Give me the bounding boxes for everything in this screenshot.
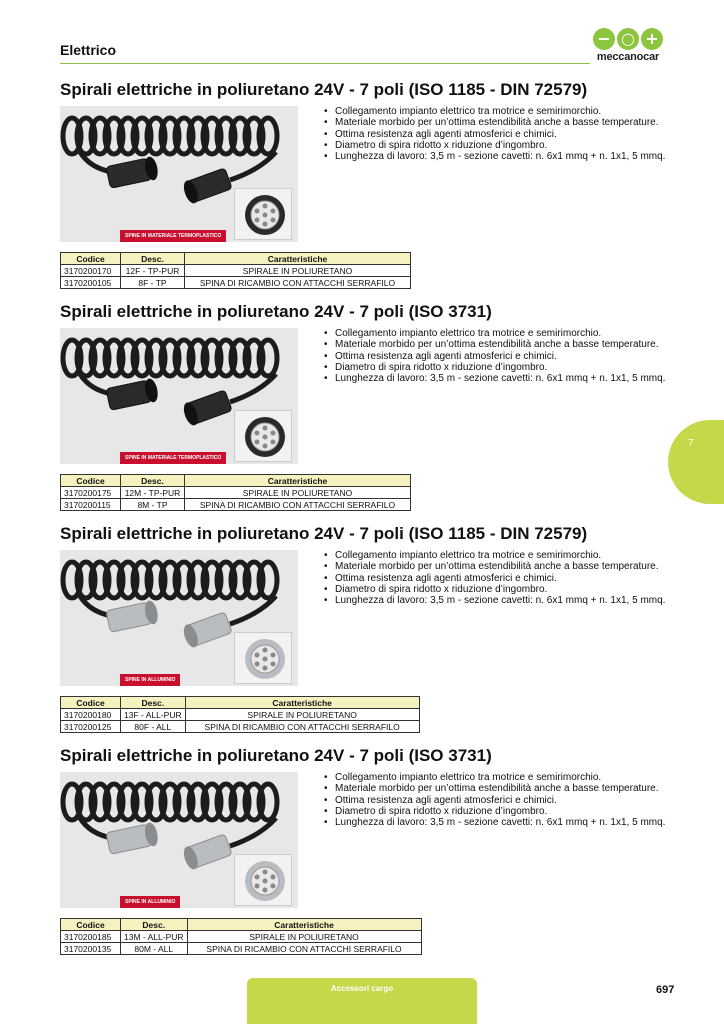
- column-header-code: Codice: [61, 475, 121, 487]
- feature-bullet: • Diametro di spira ridotto x riduzione d’ingombro.: [324, 362, 668, 373]
- table-header-row: [61, 919, 422, 931]
- table-row: [61, 721, 420, 733]
- feature-bullet: • Materiale morbido per un’ottima estendibilità anche a basse temperature.: [324, 339, 668, 350]
- section-title: Spirali elettriche in poliuretano 24V - 7 poli (ISO 3731): [60, 302, 492, 321]
- table-row: [61, 265, 411, 277]
- feature-bullet: • Diametro di spira ridotto x riduzione d’ingombro.: [324, 584, 668, 595]
- product-table: [60, 696, 420, 733]
- column-header-desc: Desc.: [121, 253, 185, 265]
- column-header-code: Codice: [61, 697, 121, 709]
- table-row: [61, 709, 420, 721]
- table-row: [61, 277, 411, 289]
- column-header-code: Codice: [61, 253, 121, 265]
- table-row: [61, 931, 422, 943]
- product-photo: [60, 550, 298, 686]
- product-features: SPIRALE IN POLIURETANO: [187, 931, 421, 943]
- plug-detail-image: [234, 410, 292, 462]
- column-header-desc: Desc.: [121, 919, 188, 931]
- product-section: [60, 524, 670, 734]
- product-desc: 80M - ALL: [121, 943, 188, 955]
- feature-bullet: • Ottima resistenza agli agenti atmosferici e chimici.: [324, 573, 668, 584]
- feature-bullet: • Diametro di spira ridotto x riduzione d’ingombro.: [324, 806, 668, 817]
- chapter-number: 7: [688, 438, 694, 449]
- product-table: [60, 918, 422, 955]
- section-title: Spirali elettriche in poliuretano 24V - 7 poli (ISO 3731): [60, 746, 492, 765]
- feature-bullet: • Ottima resistenza agli agenti atmosferici e chimici.: [324, 129, 668, 140]
- table-header-row: [61, 475, 411, 487]
- column-header-desc: Desc.: [121, 475, 185, 487]
- product-code: 3170200105: [61, 277, 121, 289]
- product-features: SPIRALE IN POLIURETANO: [185, 265, 411, 277]
- table-header-row: [61, 697, 420, 709]
- product-section: [60, 302, 670, 512]
- feature-bullet: • Collegamento impianto elettrico tra motrice e semirimorchio.: [324, 328, 668, 339]
- column-header-features: Caratteristiche: [185, 475, 411, 487]
- feature-bullet: • Collegamento impianto elettrico tra motrice e semirimorchio.: [324, 550, 668, 561]
- material-label: SPINE IN ALLUMINIO: [120, 896, 180, 908]
- product-table: [60, 474, 411, 511]
- header-divider: [60, 63, 590, 64]
- column-header-features: Caratteristiche: [187, 919, 421, 931]
- product-code: 3170200170: [61, 265, 121, 277]
- product-code: 3170200175: [61, 487, 121, 499]
- feature-bullet: • Collegamento impianto elettrico tra motrice e semirimorchio.: [324, 106, 668, 117]
- product-desc: 80F - ALL: [121, 721, 186, 733]
- product-features: SPIRALE IN POLIURETANO: [185, 709, 419, 721]
- product-features: SPINA DI RICAMBIO CON ATTACCHI SERRAFILO: [187, 943, 421, 955]
- product-section: [60, 746, 670, 956]
- feature-bullet: • Materiale morbido per un’ottima estendibilità anche a basse temperature.: [324, 783, 668, 794]
- material-label: SPINE IN ALLUMINIO: [120, 674, 180, 686]
- circle-icon: ○: [617, 28, 639, 50]
- feature-bullet: • Lunghezza di lavoro: 3,5 m - sezione cavetti: n. 6x1 mmq + n. 1x1, 5 mmq.: [324, 373, 668, 384]
- plus-icon: +: [641, 28, 663, 50]
- product-desc: 8M - TP: [121, 499, 185, 511]
- feature-bullet: • Lunghezza di lavoro: 3,5 m - sezione cavetti: n. 6x1 mmq + n. 1x1, 5 mmq.: [324, 817, 668, 828]
- product-features: SPINA DI RICAMBIO CON ATTACCHI SERRAFILO: [185, 721, 419, 733]
- product-table: [60, 252, 411, 289]
- chapter-side-tab[interactable]: [668, 420, 724, 504]
- material-label: SPINE IN MATERIALE TERMOPLASTICO: [120, 452, 226, 464]
- product-photo: [60, 772, 298, 908]
- footer-category-tab[interactable]: [247, 978, 477, 1024]
- feature-list: [324, 550, 668, 606]
- section-title: Spirali elettriche in poliuretano 24V - 7 poli (ISO 1185 - DIN 72579): [60, 524, 588, 543]
- feature-bullet: • Ottima resistenza agli agenti atmosferici e chimici.: [324, 351, 668, 362]
- feature-bullet: • Lunghezza di lavoro: 3,5 m - sezione cavetti: n. 6x1 mmq + n. 1x1, 5 mmq.: [324, 595, 668, 606]
- plug-detail-image: [234, 854, 292, 906]
- product-features: SPIRALE IN POLIURETANO: [185, 487, 411, 499]
- plug-detail-image: [234, 632, 292, 684]
- product-features: SPINA DI RICAMBIO CON ATTACCHI SERRAFILO: [185, 277, 411, 289]
- column-header-features: Caratteristiche: [185, 253, 411, 265]
- feature-bullet: • Materiale morbido per un’ottima estendibilità anche a basse temperature.: [324, 561, 668, 572]
- feature-list: [324, 106, 668, 162]
- logo-wordmark: meccanocar: [596, 51, 660, 63]
- table-header-row: [61, 253, 411, 265]
- column-header-features: Caratteristiche: [185, 697, 419, 709]
- table-row: [61, 943, 422, 955]
- minus-icon: −: [593, 28, 615, 50]
- table-row: [61, 487, 411, 499]
- column-header-desc: Desc.: [121, 697, 186, 709]
- product-photo: [60, 106, 298, 242]
- product-desc: 13F - ALL-PUR: [121, 709, 186, 721]
- feature-list: [324, 772, 668, 828]
- footer-category-label: Accessori cargo: [330, 984, 394, 993]
- header-title: Elettrico: [60, 42, 117, 58]
- product-photo: [60, 328, 298, 464]
- brand-logo: [592, 28, 664, 72]
- product-code: 3170200135: [61, 943, 121, 955]
- product-section: [60, 80, 670, 290]
- feature-bullet: • Collegamento impianto elettrico tra motrice e semirimorchio.: [324, 772, 668, 783]
- product-features: SPINA DI RICAMBIO CON ATTACCHI SERRAFILO: [185, 499, 411, 511]
- column-header-code: Codice: [61, 919, 121, 931]
- product-desc: 12M - TP-PUR: [121, 487, 185, 499]
- product-code: 3170200185: [61, 931, 121, 943]
- product-desc: 13M - ALL-PUR: [121, 931, 188, 943]
- feature-bullet: • Diametro di spira ridotto x riduzione d’ingombro.: [324, 140, 668, 151]
- page-number: 697: [656, 984, 675, 996]
- feature-bullet: • Lunghezza di lavoro: 3,5 m - sezione cavetti: n. 6x1 mmq + n. 1x1, 5 mmq.: [324, 151, 668, 162]
- product-code: 3170200180: [61, 709, 121, 721]
- product-code: 3170200115: [61, 499, 121, 511]
- feature-bullet: • Ottima resistenza agli agenti atmosferici e chimici.: [324, 795, 668, 806]
- table-row: [61, 499, 411, 511]
- feature-list: [324, 328, 668, 384]
- product-desc: 8F - TP: [121, 277, 185, 289]
- material-label: SPINE IN MATERIALE TERMOPLASTICO: [120, 230, 226, 242]
- product-desc: 12F - TP-PUR: [121, 265, 185, 277]
- product-code: 3170200125: [61, 721, 121, 733]
- section-title: Spirali elettriche in poliuretano 24V - 7 poli (ISO 1185 - DIN 72579): [60, 80, 588, 99]
- plug-detail-image: [234, 188, 292, 240]
- feature-bullet: • Materiale morbido per un’ottima estendibilità anche a basse temperature.: [324, 117, 668, 128]
